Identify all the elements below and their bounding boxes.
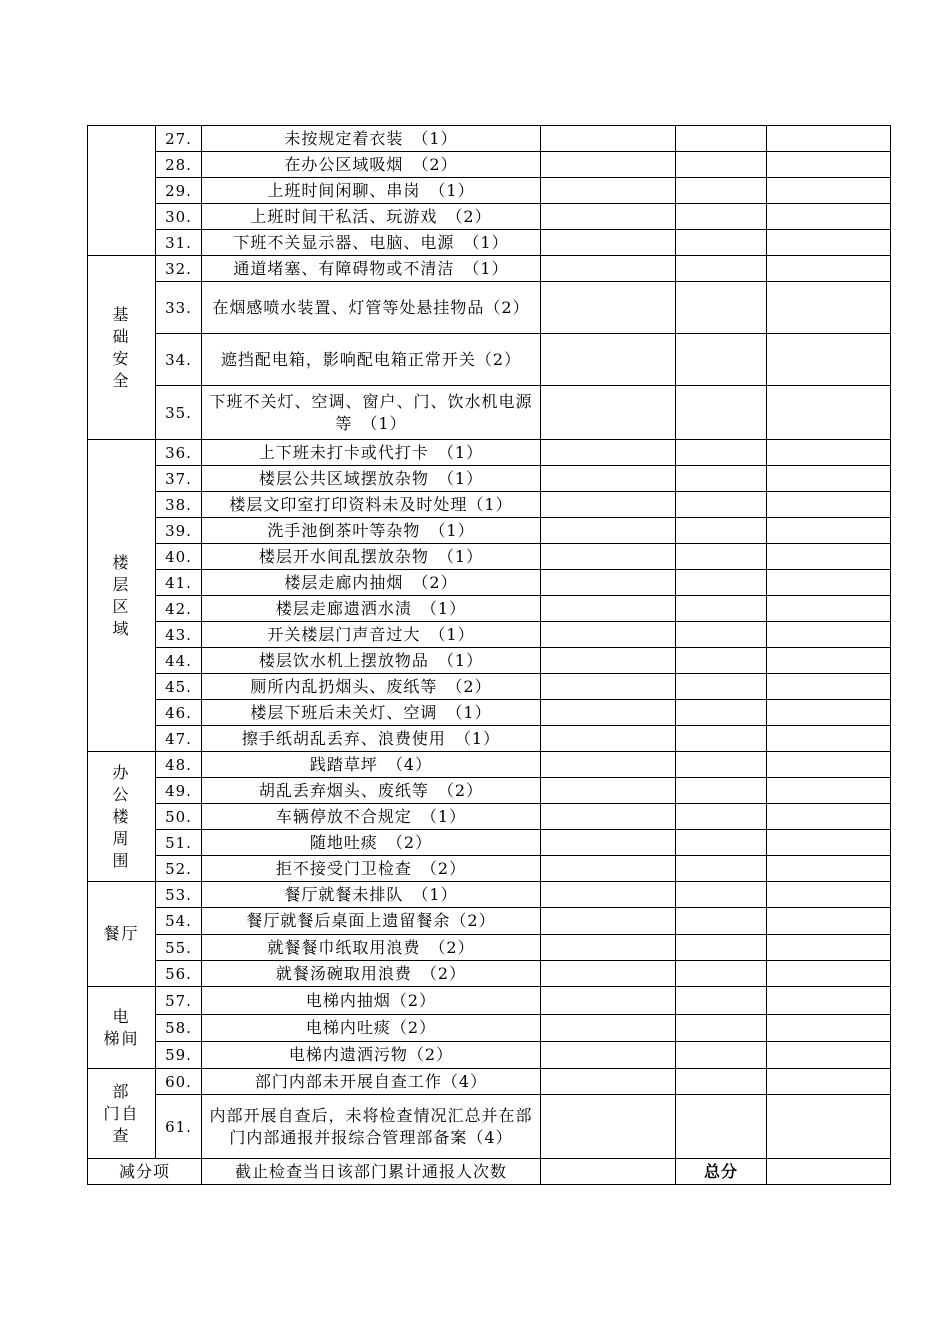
item-description: 电梯内抽烟（2） xyxy=(202,987,541,1015)
item-number: 38. xyxy=(156,492,202,518)
item-number: 40. xyxy=(156,544,202,570)
category-label: 餐厅 xyxy=(103,924,140,943)
table-row xyxy=(88,1069,891,1095)
table-row xyxy=(88,804,891,830)
score-cell-1[interactable] xyxy=(541,544,676,570)
score-cell-3[interactable] xyxy=(767,726,891,752)
total-score-label: 总分 xyxy=(676,1159,767,1185)
score-cell-1[interactable] xyxy=(541,648,676,674)
item-number: 54. xyxy=(156,908,202,935)
score-cell-3[interactable] xyxy=(767,908,891,935)
score-cell-1[interactable] xyxy=(541,752,676,778)
score-cell-3[interactable] xyxy=(767,752,891,778)
item-description: 厕所内乱扔烟头、废纸等 （2） xyxy=(202,674,541,700)
table-row xyxy=(88,492,891,518)
score-cell-2[interactable] xyxy=(676,334,767,386)
item-number: 51. xyxy=(156,830,202,856)
item-number: 45. xyxy=(156,674,202,700)
score-cell-2[interactable] xyxy=(676,492,767,518)
score-cell-3[interactable] xyxy=(767,1069,891,1095)
score-cell-2[interactable] xyxy=(676,204,767,230)
table-row xyxy=(88,544,891,570)
cumulative-count-label: 截止检查当日该部门累计通报人次数 xyxy=(202,1159,541,1185)
item-description: 楼层走廊内抽烟 （2） xyxy=(202,570,541,596)
score-cell-1[interactable] xyxy=(541,386,676,440)
category-cell xyxy=(88,752,156,882)
score-cell-3[interactable] xyxy=(767,1042,891,1069)
item-number: 57. xyxy=(156,987,202,1015)
item-number: 58. xyxy=(156,1015,202,1042)
item-number: 32. xyxy=(156,256,202,282)
table-row xyxy=(88,1042,891,1069)
table-row xyxy=(88,1095,891,1159)
score-cell-1[interactable] xyxy=(541,204,676,230)
table-body xyxy=(88,126,891,1185)
item-description: 通道堵塞、有障碍物或不清洁 （1） xyxy=(202,256,541,282)
score-cell-1[interactable] xyxy=(541,1069,676,1095)
table-row xyxy=(88,778,891,804)
score-cell-1[interactable] xyxy=(541,282,676,334)
score-cell-2[interactable] xyxy=(676,648,767,674)
item-number: 44. xyxy=(156,648,202,674)
score-cell-1[interactable] xyxy=(541,596,676,622)
score-cell-2[interactable] xyxy=(676,804,767,830)
table-row xyxy=(88,622,891,648)
score-cell-3[interactable] xyxy=(767,856,891,882)
table-row xyxy=(88,830,891,856)
score-cell-3[interactable] xyxy=(767,466,891,492)
item-number: 50. xyxy=(156,804,202,830)
item-description: 下班不关灯、空调、窗户、门、饮水机电源等 （1） xyxy=(202,386,541,440)
score-cell-3[interactable] xyxy=(767,204,891,230)
score-cell-1[interactable] xyxy=(541,126,676,152)
score-cell-1[interactable] xyxy=(541,1095,676,1159)
category-cell xyxy=(88,256,156,440)
score-cell-2[interactable] xyxy=(676,1042,767,1069)
score-cell-2[interactable] xyxy=(676,256,767,282)
table-row xyxy=(88,961,891,987)
score-cell-2[interactable] xyxy=(676,700,767,726)
item-description: 楼层走廊遗洒水渍 （1） xyxy=(202,596,541,622)
item-description: 楼层公共区域摆放杂物 （1） xyxy=(202,466,541,492)
score-cell-3[interactable] xyxy=(767,178,891,204)
item-number: 29. xyxy=(156,178,202,204)
table-row xyxy=(88,596,891,622)
item-number: 35. xyxy=(156,386,202,440)
score-cell-3[interactable] xyxy=(767,778,891,804)
score-cell-1[interactable] xyxy=(541,256,676,282)
table-row xyxy=(88,466,891,492)
table-row xyxy=(88,908,891,935)
item-description: 就餐汤碗取用浪费 （2） xyxy=(202,961,541,987)
score-cell-2[interactable] xyxy=(676,178,767,204)
item-description: 楼层饮水机上摆放物品 （1） xyxy=(202,648,541,674)
cumulative-count-value[interactable] xyxy=(541,1159,676,1185)
item-number: 28. xyxy=(156,152,202,178)
score-cell-1[interactable] xyxy=(541,492,676,518)
item-number: 59. xyxy=(156,1042,202,1069)
item-description: 就餐餐巾纸取用浪费 （2） xyxy=(202,935,541,961)
score-cell-2[interactable] xyxy=(676,674,767,700)
summary-row xyxy=(88,1159,891,1185)
item-number: 46. xyxy=(156,700,202,726)
table-row xyxy=(88,700,891,726)
item-number: 61. xyxy=(156,1095,202,1159)
item-description: 上班时间干私活、玩游戏 （2） xyxy=(202,204,541,230)
item-description: 电梯内遗洒污物（2） xyxy=(202,1042,541,1069)
score-cell-1[interactable] xyxy=(541,152,676,178)
score-cell-2[interactable] xyxy=(676,386,767,440)
table-row xyxy=(88,256,891,282)
item-description: 下班不关显示器、电脑、电源 （1） xyxy=(202,230,541,256)
deduction-label: 减分项 xyxy=(88,1159,202,1185)
table-row xyxy=(88,126,891,152)
score-cell-2[interactable] xyxy=(676,440,767,466)
score-cell-2[interactable] xyxy=(676,466,767,492)
category-label: 电 梯间 xyxy=(103,1006,149,1048)
table-row xyxy=(88,935,891,961)
score-cell-1[interactable] xyxy=(541,961,676,987)
table-row xyxy=(88,726,891,752)
category-cell xyxy=(88,1069,156,1159)
score-cell-2[interactable] xyxy=(676,830,767,856)
score-cell-1[interactable] xyxy=(541,1015,676,1042)
item-number: 31. xyxy=(156,230,202,256)
score-cell-3[interactable] xyxy=(767,674,891,700)
score-cell-3[interactable] xyxy=(767,492,891,518)
score-cell-2[interactable] xyxy=(676,596,767,622)
score-cell-3[interactable] xyxy=(767,804,891,830)
score-cell-2[interactable] xyxy=(676,1095,767,1159)
score-cell-3[interactable] xyxy=(767,596,891,622)
score-cell-3[interactable] xyxy=(767,544,891,570)
score-cell-2[interactable] xyxy=(676,544,767,570)
item-description: 遮挡配电箱，影响配电箱正常开关（2） xyxy=(202,334,541,386)
score-cell-3[interactable] xyxy=(767,648,891,674)
score-cell-2[interactable] xyxy=(676,935,767,961)
category-label: 楼层区域 xyxy=(112,552,131,638)
score-cell-3[interactable] xyxy=(767,256,891,282)
score-cell-3[interactable] xyxy=(767,1095,891,1159)
score-cell-3[interactable] xyxy=(767,282,891,334)
item-description: 未按规定着衣装 （1） xyxy=(202,126,541,152)
score-cell-3[interactable] xyxy=(767,230,891,256)
item-number: 27. xyxy=(156,126,202,152)
table-row xyxy=(88,178,891,204)
score-cell-3[interactable] xyxy=(767,1015,891,1042)
category-label: 基础安全 xyxy=(112,304,131,390)
score-cell-1[interactable] xyxy=(541,987,676,1015)
score-cell-1[interactable] xyxy=(541,570,676,596)
item-description: 在办公区域吸烟 （2） xyxy=(202,152,541,178)
category-cell xyxy=(88,126,156,256)
item-number: 41. xyxy=(156,570,202,596)
score-cell-1[interactable] xyxy=(541,856,676,882)
score-cell-2[interactable] xyxy=(676,908,767,935)
score-cell-2[interactable] xyxy=(676,570,767,596)
table-row xyxy=(88,882,891,908)
item-description: 开关楼层门声音过大 （1） xyxy=(202,622,541,648)
item-number: 49. xyxy=(156,778,202,804)
item-description: 在烟感喷水装置、灯管等处悬挂物品（2） xyxy=(202,282,541,334)
score-cell-3[interactable] xyxy=(767,961,891,987)
category-label: 部 门自查 xyxy=(103,1081,149,1145)
item-number: 30. xyxy=(156,204,202,230)
category-cell xyxy=(88,440,156,752)
score-cell-2[interactable] xyxy=(676,282,767,334)
score-cell-2[interactable] xyxy=(676,856,767,882)
item-description: 餐厅就餐后桌面上遗留餐余（2） xyxy=(202,908,541,935)
score-cell-1[interactable] xyxy=(541,830,676,856)
total-score-value[interactable] xyxy=(767,1159,891,1185)
item-number: 47. xyxy=(156,726,202,752)
score-cell-1[interactable] xyxy=(541,804,676,830)
table-row xyxy=(88,386,891,440)
table-row xyxy=(88,152,891,178)
score-cell-1[interactable] xyxy=(541,178,676,204)
item-number: 48. xyxy=(156,752,202,778)
item-description: 拒不接受门卫检查 （2） xyxy=(202,856,541,882)
table-row xyxy=(88,204,891,230)
score-cell-3[interactable] xyxy=(767,440,891,466)
item-description: 部门内部未开展自查工作（4） xyxy=(202,1069,541,1095)
table-row xyxy=(88,282,891,334)
score-cell-2[interactable] xyxy=(676,126,767,152)
score-cell-1[interactable] xyxy=(541,1042,676,1069)
item-description: 餐厅就餐未排队 （1） xyxy=(202,882,541,908)
item-description: 车辆停放不合规定 （1） xyxy=(202,804,541,830)
score-cell-3[interactable] xyxy=(767,935,891,961)
score-cell-2[interactable] xyxy=(676,230,767,256)
score-cell-3[interactable] xyxy=(767,700,891,726)
table-row xyxy=(88,648,891,674)
table-row xyxy=(88,230,891,256)
table-row xyxy=(88,518,891,544)
item-number: 34. xyxy=(156,334,202,386)
item-number: 42. xyxy=(156,596,202,622)
item-description: 楼层开水间乱摆放杂物 （1） xyxy=(202,544,541,570)
score-cell-2[interactable] xyxy=(676,1069,767,1095)
table-row xyxy=(88,1015,891,1042)
score-cell-3[interactable] xyxy=(767,126,891,152)
score-cell-3[interactable] xyxy=(767,882,891,908)
item-number: 39. xyxy=(156,518,202,544)
score-cell-3[interactable] xyxy=(767,334,891,386)
category-cell xyxy=(88,987,156,1069)
score-cell-2[interactable] xyxy=(676,778,767,804)
item-number: 52. xyxy=(156,856,202,882)
score-cell-1[interactable] xyxy=(541,882,676,908)
score-cell-1[interactable] xyxy=(541,778,676,804)
item-number: 60. xyxy=(156,1069,202,1095)
item-description: 楼层文印室打印资料未及时处理（1） xyxy=(202,492,541,518)
score-cell-3[interactable] xyxy=(767,518,891,544)
score-cell-1[interactable] xyxy=(541,334,676,386)
score-cell-1[interactable] xyxy=(541,622,676,648)
item-description: 上下班未打卡或代打卡 （1） xyxy=(202,440,541,466)
item-description: 擦手纸胡乱丢弃、浪费使用 （1） xyxy=(202,726,541,752)
item-description: 上班时间闲聊、串岗 （1） xyxy=(202,178,541,204)
table-row xyxy=(88,752,891,778)
item-description: 践踏草坪 （4） xyxy=(202,752,541,778)
item-number: 53. xyxy=(156,882,202,908)
score-cell-1[interactable] xyxy=(541,726,676,752)
table-row xyxy=(88,570,891,596)
score-cell-2[interactable] xyxy=(676,987,767,1015)
score-cell-1[interactable] xyxy=(541,908,676,935)
table-row xyxy=(88,674,891,700)
item-description: 洗手池倒茶叶等杂物 （1） xyxy=(202,518,541,544)
score-cell-2[interactable] xyxy=(676,961,767,987)
item-number: 56. xyxy=(156,961,202,987)
category-cell xyxy=(88,882,156,987)
score-cell-3[interactable] xyxy=(767,152,891,178)
table-row xyxy=(88,440,891,466)
score-cell-3[interactable] xyxy=(767,570,891,596)
score-cell-1[interactable] xyxy=(541,440,676,466)
score-cell-2[interactable] xyxy=(676,1015,767,1042)
score-cell-2[interactable] xyxy=(676,622,767,648)
score-cell-1[interactable] xyxy=(541,518,676,544)
table-row xyxy=(88,856,891,882)
score-cell-3[interactable] xyxy=(767,622,891,648)
score-cell-2[interactable] xyxy=(676,518,767,544)
score-cell-1[interactable] xyxy=(541,466,676,492)
score-cell-2[interactable] xyxy=(676,726,767,752)
score-cell-1[interactable] xyxy=(541,935,676,961)
item-number: 33. xyxy=(156,282,202,334)
item-description: 电梯内吐痰（2） xyxy=(202,1015,541,1042)
table-row xyxy=(88,334,891,386)
item-description: 胡乱丢弃烟头、废纸等 （2） xyxy=(202,778,541,804)
score-cell-3[interactable] xyxy=(767,386,891,440)
score-cell-1[interactable] xyxy=(541,230,676,256)
item-number: 55. xyxy=(156,935,202,961)
score-cell-3[interactable] xyxy=(767,987,891,1015)
score-cell-1[interactable] xyxy=(541,700,676,726)
item-number: 43. xyxy=(156,622,202,648)
item-number: 37. xyxy=(156,466,202,492)
score-cell-2[interactable] xyxy=(676,752,767,778)
score-cell-3[interactable] xyxy=(767,830,891,856)
score-cell-2[interactable] xyxy=(676,882,767,908)
category-label: 办公楼周围 xyxy=(112,762,131,870)
item-description: 随地吐痰 （2） xyxy=(202,830,541,856)
item-description: 楼层下班后未关灯、空调 （1） xyxy=(202,700,541,726)
table-row xyxy=(88,987,891,1015)
score-cell-2[interactable] xyxy=(676,152,767,178)
item-number: 36. xyxy=(156,440,202,466)
score-cell-1[interactable] xyxy=(541,674,676,700)
inspection-table xyxy=(87,125,891,1185)
item-description: 内部开展自查后，未将检查情况汇总并在部门内部通报并报综合管理部备案（4） xyxy=(202,1095,541,1159)
